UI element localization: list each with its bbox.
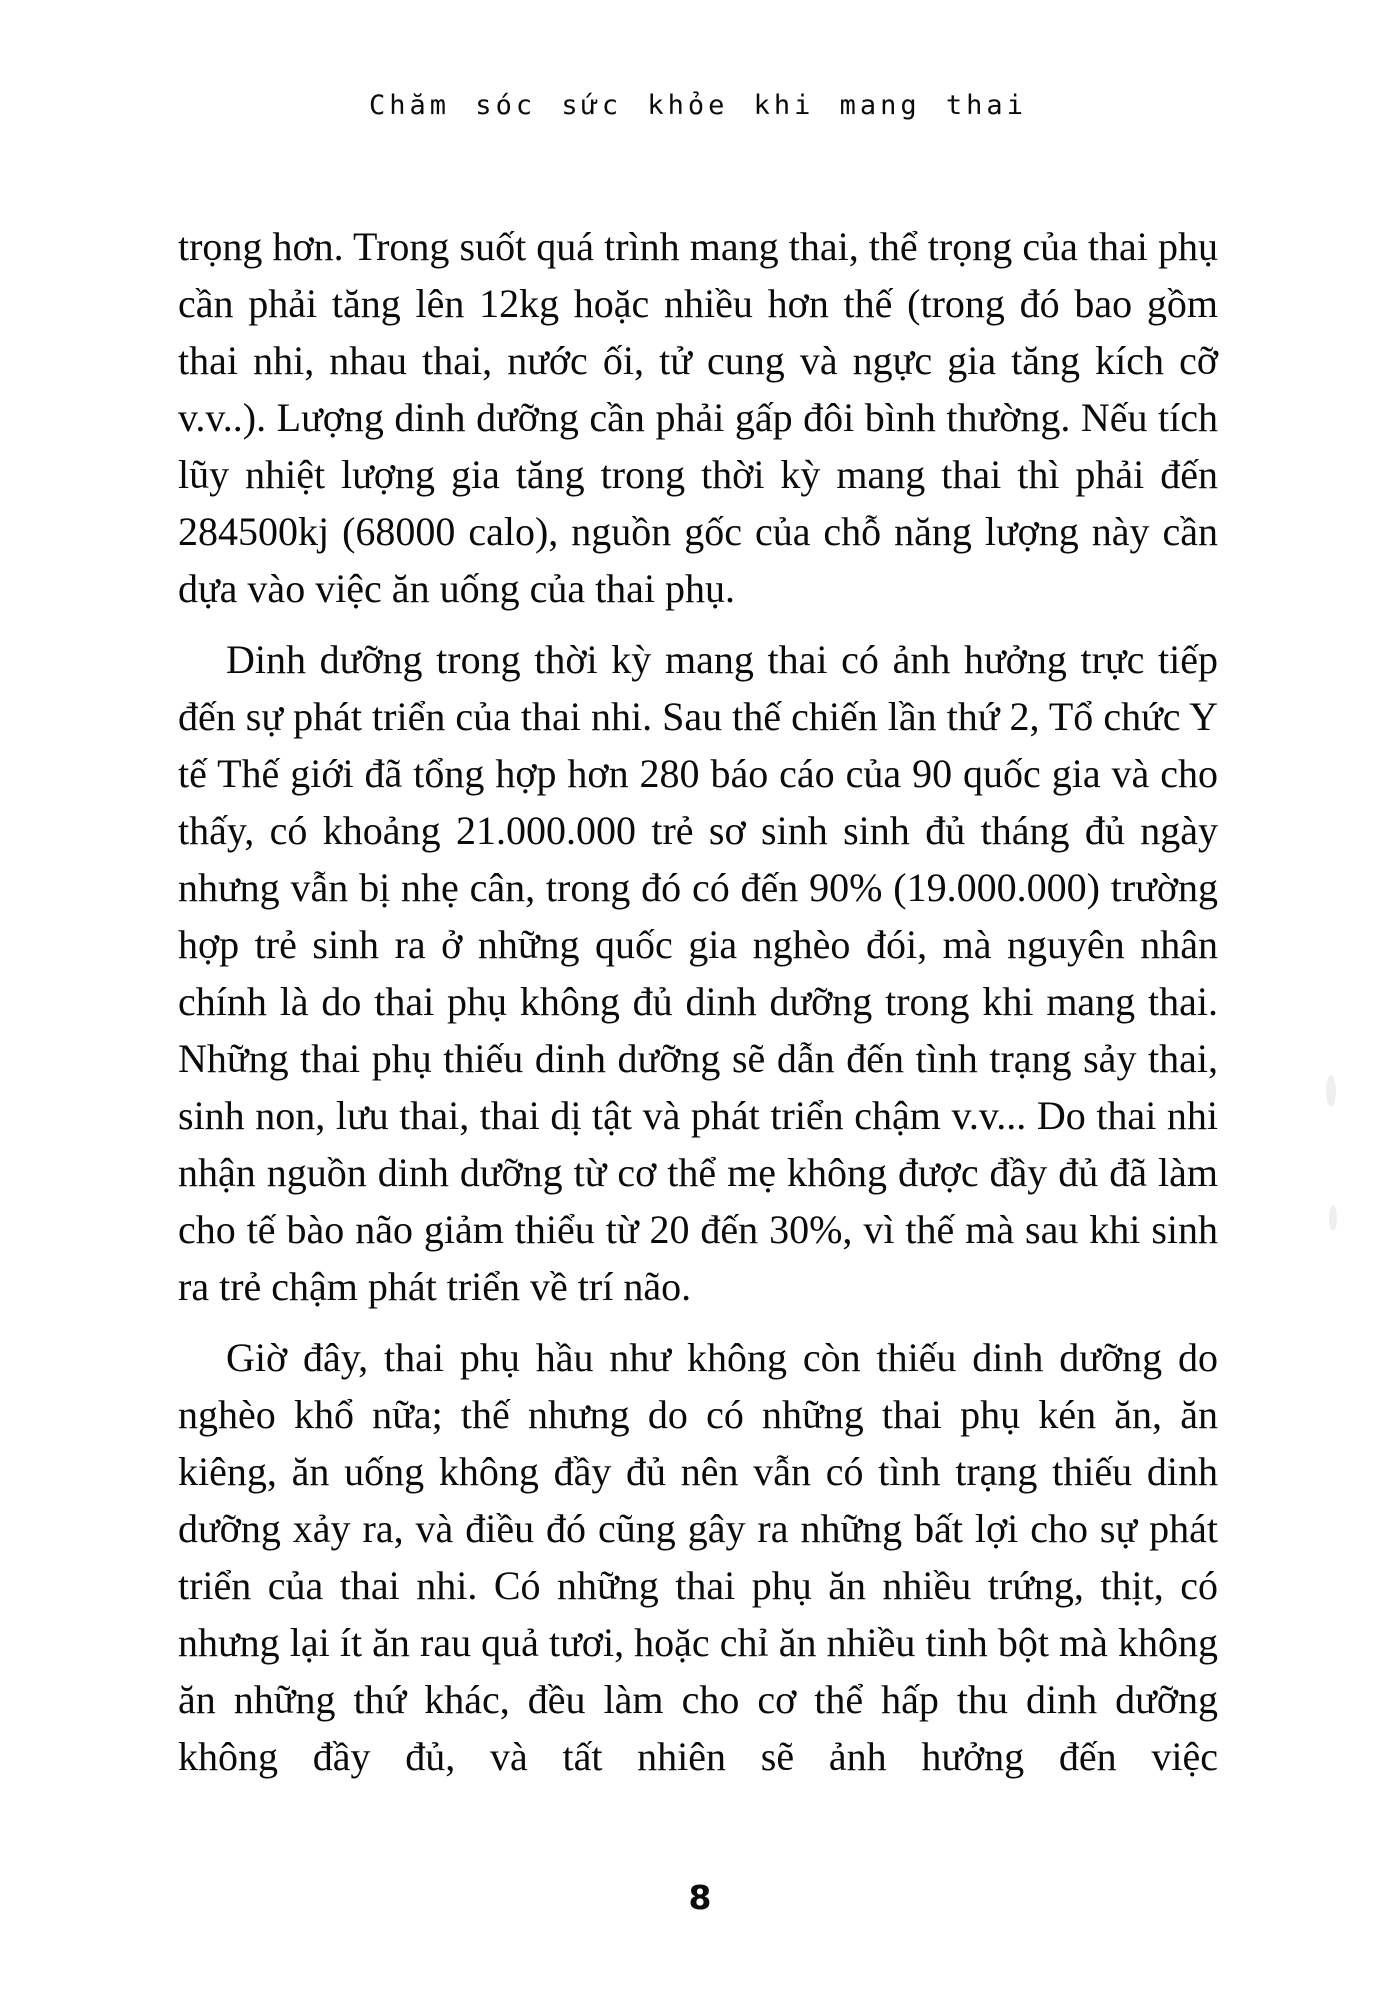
paragraph: trọng hơn. Trong suốt quá trình mang thai, thể trọng của thai phụ cần phải tăng lên 12kg hoặc nhiều hơn thế (trong đó bao gồm thai nhi, nhau thai, nước ối, tử cung và ngực gia tăng kích cỡ v.v..). Lượng dinh dưỡng cần phải gấp đôi bình thường. Nếu tích lũy nhiệt lượng gia tăng trong thời kỳ mang thai thì phải đến 284500kj (68000 calo), nguồn gốc của chỗ năng lượng này cần dựa vào việc ăn uống của thai phụ. bbox=[178, 224, 1218, 611]
scan-artifact bbox=[1329, 1205, 1337, 1231]
running-header: Chăm sóc sức khỏe khi mang thai bbox=[369, 90, 1027, 121]
scan-artifact bbox=[1326, 1075, 1336, 1107]
paragraph: Dinh dưỡng trong thời kỳ mang thai có ảnh hưởng trực tiếp đến sự phát triển của thai nhi. Sau thế chiến lần thứ 2, Tổ chức Y tế Thế giới đã tổng hợp hơn 280 báo cáo của 90 quốc gia và cho thấy, có khoảng 21.000.000 trẻ sơ sinh sinh đủ tháng đủ ngày nhưng vẫn bị nhẹ cân, trong đó có đến 90% (19.000.000) trường hợp trẻ sinh ra ở những quốc gia nghèo đói, mà nguyên nhân chính là do thai phụ không đủ dinh dưỡng trong khi mang thai. Những thai phụ thiếu dinh dưỡng sẽ dẫn đến tình trạng sảy thai, sinh non, lưu thai, thai dị tật và phát triển chậm v.v... Do thai nhi nhận nguồn dinh dưỡng từ cơ thể mẹ không được đầy đủ đã làm cho tế bào não giảm thiểu từ 20 đến 30%, vì thế mà sau khi sinh ra trẻ chậm phát triển về trí não. bbox=[178, 637, 1218, 1309]
body-text bbox=[178, 218, 1218, 1785]
page-number: 8 bbox=[688, 1878, 712, 1917]
paragraph: Giờ đây, thai phụ hầu như không còn thiếu dinh dưỡng do nghèo khổ nữa; thế nhưng do có những thai phụ kén ăn, ăn kiêng, ăn uống không đầy đủ nên vẫn có tình trạng thiếu dinh dưỡng xảy ra, và điều đó cũng gây ra những bất lợi cho sự phát triển của thai nhi. Có những thai phụ ăn nhiều trứng, thịt, có nhưng lại ít ăn rau quả tươi, hoặc chỉ ăn nhiều tinh bột mà không ăn những thứ khác, đều làm cho cơ thể hấp thu dinh dưỡng không đầy đủ, và tất nhiên sẽ ảnh hưởng đến việc bbox=[178, 1335, 1218, 1779]
